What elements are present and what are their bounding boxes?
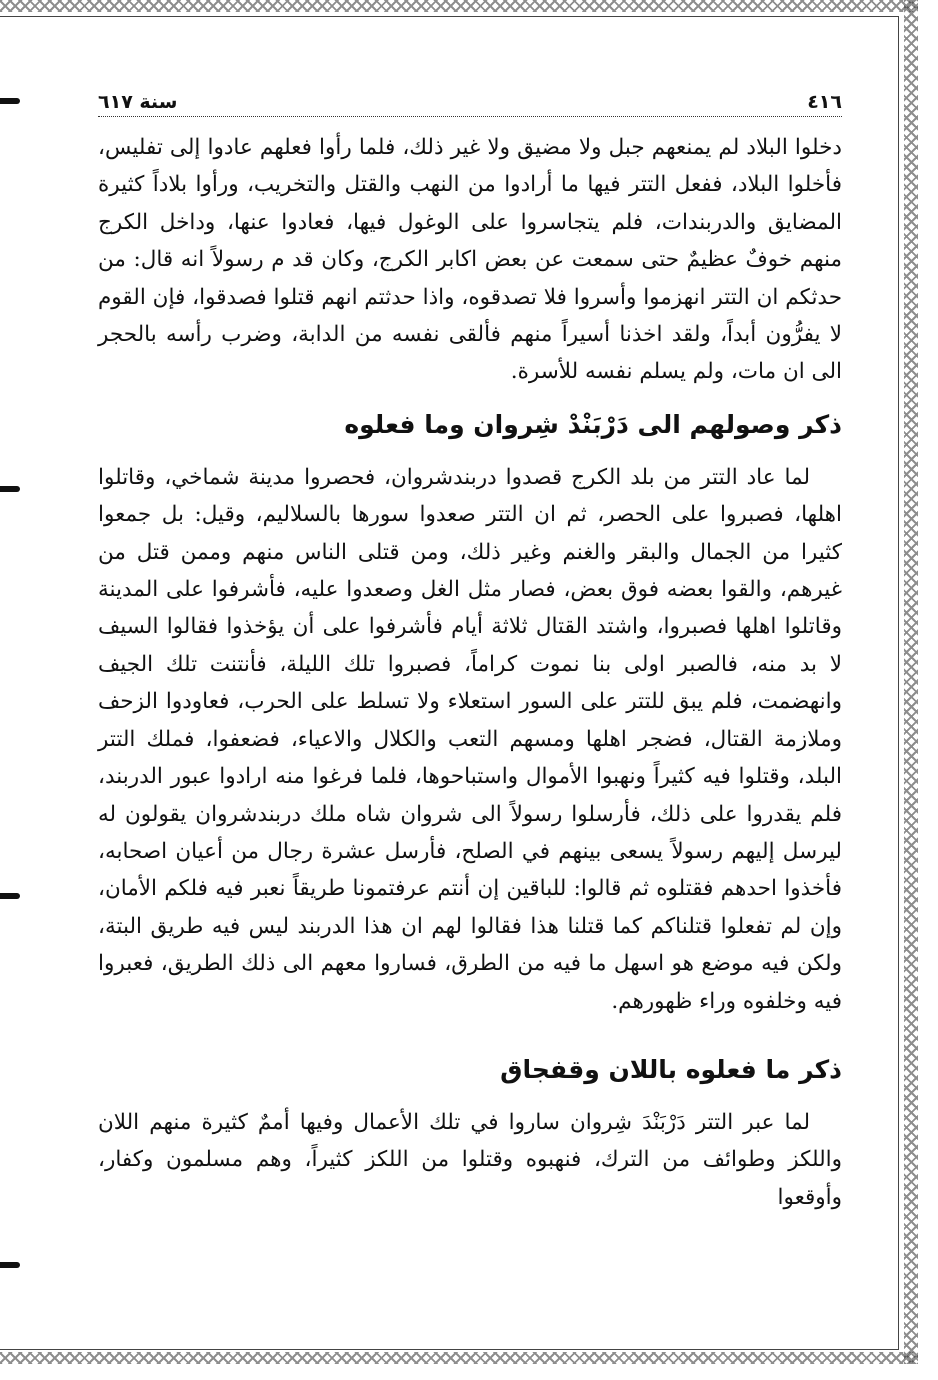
running-header	[98, 86, 842, 117]
section-heading-darband-shirwan: ذكر وصولهم الى دَرْبَنْدْ شِروان وما فعلوه	[344, 409, 842, 439]
page-number: ٤١٦	[807, 91, 842, 113]
border-right-ornament	[904, 0, 918, 1364]
border-top-ornament	[0, 0, 918, 12]
document-page	[98, 86, 842, 1216]
section-paragraph-darband-shirwan: لما عاد التتر من بلد الكرج قصدوا دربندشروان، فحصروا مدينة شماخي، وقاتلوا اهلها، فصبروا على الحصر، ثم ان التتر صعدوا سورها بالسلاليم، وقيل: بل جمعوا كثيرا من الجمال والبقر والغنم وغير ذلك، ومن قتلى الناس منهم وممن قتل من غيرهم، والقوا بعضه فوق بعض، فصار مثل الغل وصعدوا عليه، فأشرفوا على المدينة وقاتلوا اهلها فصبروا، واشتد القتال ثلاثة أيام فأشرفوا على أن يؤخذوا فقالوا السيف لا بد منه، فالصبر اولى بنا نموت كراماً، فصبروا تلك الليلة، فأنتنت تلك الجيف وانهضمت، فلم يبق للتتر على السور استعلاء ولا تسلط على الحرب، فعاودوا الزحف وملازمة القتال، فضجر اهلها ومسهم التعب والكلال والاعياء، فضعفوا، فملك التتر البلد، وقتلوا فيه كثيراً ونهبوا الأموال واستباحوها، فلما فرغوا منه ارادوا عبور الدربند، فلم يقدروا على ذلك، فأرسلوا رسولاً الى شروان شاه ملك دربندشروان يقولون له ليرسل إليهم رسولاً يسعى بينهم في الصلح، فأرسل عشرة رجال من أعيان اصحابه، فأخذوا احدهم فقتلوه ثم قالوا: للباقين إن أنتم عرفتمونا طريقاً نعبر فيه فلكم الأمان، وإن لم تفعلوا قتلناكم كما قتلنا هذا فقالوا لهم ان هذا الدربند ليس فيه طريق البتة، ولكن فيه موضع هو اسهل ما فيه من الطرق، فساروا معهم الى ذلك الطريق، فعبروا فيه وخلفوه وراء ظهورهم.	[98, 464, 842, 1014]
binding-mark	[0, 486, 20, 492]
section-heading-alans-kipchaks: ذكر ما فعلوه باللان وقفجاق	[500, 1054, 842, 1084]
paragraph-continuation: دخلوا البلاد لم يمنعهم جبل ولا مضيق ولا غير ذلك، فلما رأوا فعلهم عادوا إلى تفليس، فأخلوا البلاد، ففعل التتر فيها ما أرادوا من النهب والقتل والتخريب، ورأوا بلاداً كثيرة المضايق والدربندات، فلم يتجاسروا على الوغول فيها، فعادوا عنها، وداخل الكرج منهم خوفٌ عظيمٌ حتى سمعت عن بعض اكابر الكرج، وكان قد م رسولاً انه قال: من حدثكم ان التتر انهزموا وأسروا فلا تصدقوه، واذا حدثتم انهم قتلوا فصدقوا، فإن القوم لا يفرُّون أبداً، ولقد اخذنا أسيراً منهم فألقى نفسه من الدابة، وضرب رأسه بالحجر الى ان مات، ولم يسلم نفسه للأسرة.	[98, 135, 842, 385]
border-bottom-ornament	[0, 1352, 918, 1364]
year-label: سنة ٦١٧	[98, 91, 178, 113]
binding-mark	[0, 893, 20, 899]
binding-mark	[0, 98, 20, 104]
body-text	[98, 129, 842, 1216]
binding-mark	[0, 1262, 20, 1268]
section-paragraph-alans-kipchaks: لما عبر التتر دَرْبَنْدَ شِروان ساروا في تلك الأعمال وفيها أممٌ كثيرة منهم اللان واللكز وطوائف من الترك، فنهبوه وقتلوا من اللكز كثيراً، وهم مسلمون وكفار، وأوقعوا	[98, 1109, 842, 1210]
